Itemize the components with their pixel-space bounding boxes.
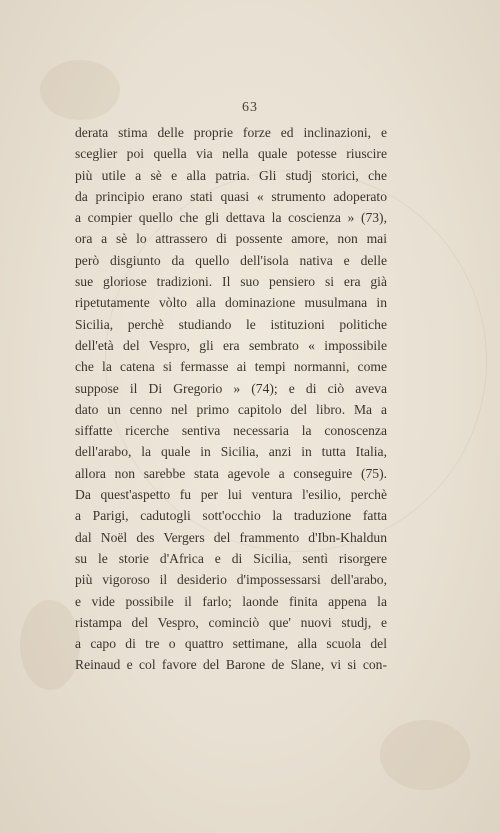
text-line: a capo di tre o quattro settimane, alla scuola del xyxy=(75,636,387,652)
text-line: però disgiunto da quello dell'isola nativa e delle xyxy=(75,252,387,268)
text-line: che la catena si fermasse ai tempi normanni, come xyxy=(75,359,387,375)
text-line: su le storie d'Africa e di Sicilia, sentì risorgere xyxy=(75,550,387,566)
text-line: suppose il Di Gregorio » (74); e di ciò aveva xyxy=(75,380,387,396)
text-line: dell'arabo, la quale in Sicilia, anzi in tutta Italia, xyxy=(75,444,387,460)
text-line: sceglier poi quella via nella quale potesse riuscire xyxy=(75,146,387,162)
paper-stain xyxy=(380,720,470,790)
text-line: dato un cenno nel primo capitolo del libro. Ma a xyxy=(75,401,387,417)
text-line: derata stima delle proprie forze ed inclinazioni, e xyxy=(75,125,387,140)
text-line: a compier quello che gli dettava la coscienza » (73), xyxy=(75,210,387,226)
body-text xyxy=(75,122,387,676)
text-line: da principio erano stati quasi « strumento adoperato xyxy=(75,188,387,204)
text-line: Reinaud e col favore del Barone de Slane, vi si con- xyxy=(75,657,387,673)
text-line: dell'età del Vespro, gli era sembrato « impossibile xyxy=(75,337,387,353)
text-line: Sicilia, perchè studiando le istituzioni politiche xyxy=(75,316,387,332)
text-line: Da quest'aspetto fu per lui ventura l'esilio, perchè xyxy=(75,487,387,503)
text-line: siffatte ricerche sentiva necessaria la conoscenza xyxy=(75,423,387,439)
text-line: e vide possibile il farlo; laonde finita appena la xyxy=(75,593,387,609)
text-line: più vigoroso il desiderio d'impossessarsi dell'arabo, xyxy=(75,572,387,588)
text-line: ripetutamente vòlto alla dominazione musulmana in xyxy=(75,295,387,311)
text-line: ora a sè lo attrassero di possente amore, non mai xyxy=(75,231,387,247)
paper-stain xyxy=(20,600,80,690)
text-line: a Parigi, cadutogli sott'occhio la traduzione fatta xyxy=(75,508,387,524)
page-number: 63 xyxy=(242,100,258,115)
text-line: allora non sarebbe stata agevole a conseguire (75). xyxy=(75,465,387,481)
text-line: sue gloriose tradizioni. Il suo pensiero si era già xyxy=(75,274,387,290)
text-line: dal Noël des Vergers del frammento d'Ibn-Khaldun xyxy=(75,529,387,545)
text-line: più utile a sè e alla patria. Gli studj storici, che xyxy=(75,167,387,183)
text-line: ristampa del Vespro, cominciò que' nuovi studj, e xyxy=(75,614,387,630)
